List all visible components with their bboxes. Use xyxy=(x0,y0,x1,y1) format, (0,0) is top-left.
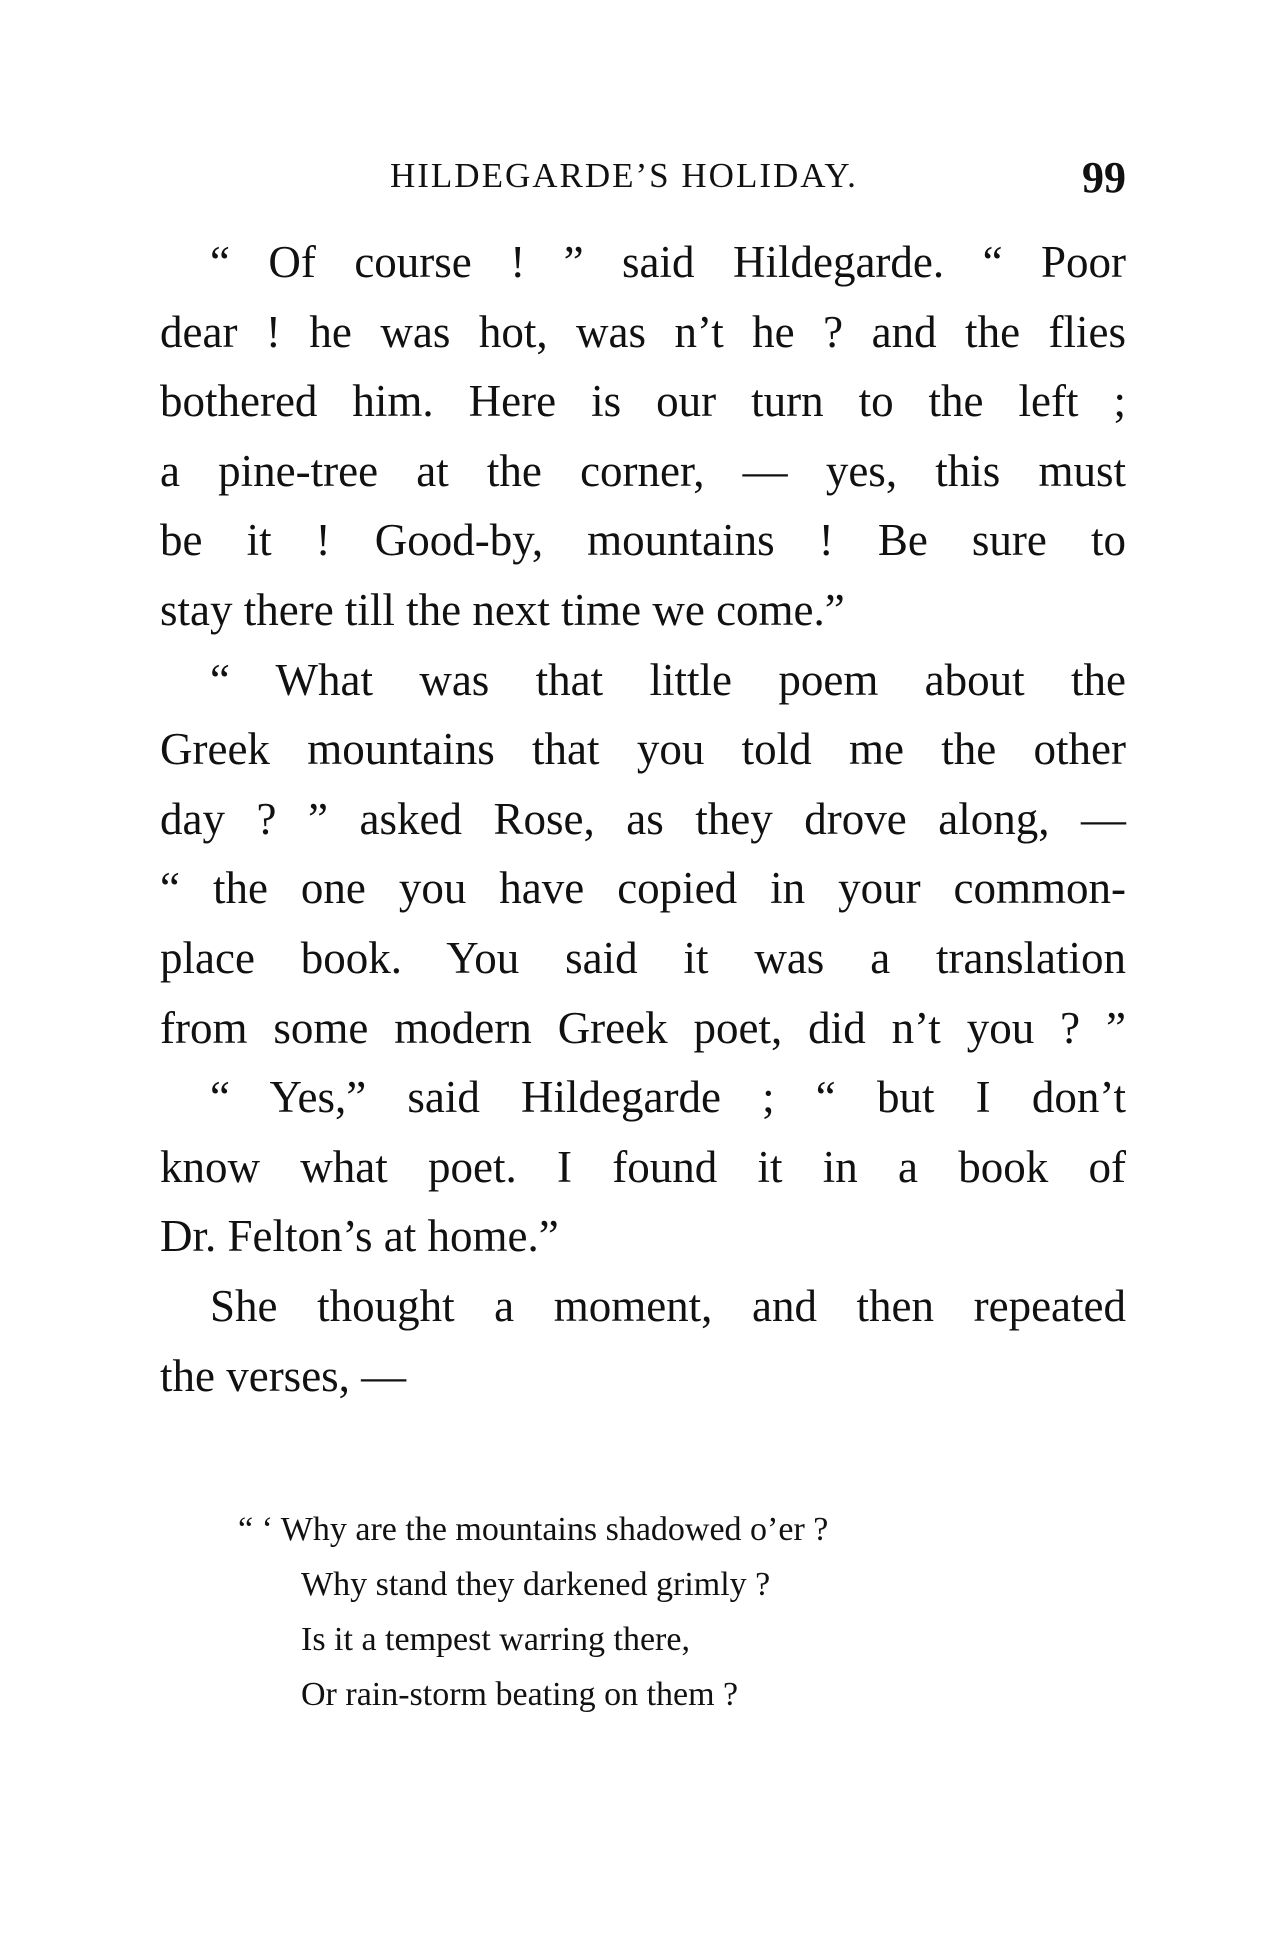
page-number: 99 xyxy=(1082,153,1126,202)
text-line: bothered him. Here is our turn to the left ; xyxy=(160,376,1126,427)
paragraph xyxy=(160,1063,1126,1272)
verse-line: Why stand they darkened grimly ? xyxy=(301,1566,771,1603)
text-line: “ What was that little poem about the xyxy=(210,654,1126,705)
running-head: HILDEGARDE’S HOLIDAY. xyxy=(390,156,858,195)
text-line: Greek mountains that you told me the other xyxy=(160,724,1126,775)
text-line: know what poet. I found it in a book of xyxy=(160,1141,1126,1192)
paragraph xyxy=(160,646,1126,1064)
paragraph xyxy=(160,228,1126,646)
text-line: She thought a moment, and then repeated xyxy=(210,1280,1126,1331)
text-line: “ Yes,” said Hildegarde ; “ but I don’t xyxy=(210,1072,1126,1123)
text-line: from some modern Greek poet, did n’t you ? ” xyxy=(160,1002,1126,1053)
text-line: day ? ” asked Rose, as they drove along, — xyxy=(160,793,1126,844)
text-line: Dr. Felton’s at home.” xyxy=(160,1211,559,1262)
text-line: stay there till the next time we come.” xyxy=(160,584,845,635)
verse-line: “ ‘ Why are the mountains shadowed o’er ? xyxy=(238,1511,829,1548)
text-line: be it ! Good-by, mountains ! Be sure to xyxy=(160,515,1126,566)
paragraph xyxy=(160,1272,1126,1411)
verse-line: Is it a tempest warring there, xyxy=(301,1621,690,1658)
verse-block xyxy=(238,1502,1038,1722)
body-text xyxy=(160,228,1126,1411)
text-line: “ Of course ! ” said Hildegarde. “ Poor xyxy=(210,237,1126,287)
text-line: “ the one you have copied in your common- xyxy=(160,863,1126,914)
page-header xyxy=(160,152,1126,202)
text-line: the verses, — xyxy=(160,1350,407,1401)
text-line: place book. You said it was a translation xyxy=(160,932,1126,983)
text-line: dear ! he was hot, was n’t he ? and the flies xyxy=(160,306,1126,357)
text-line: a pine-tree at the corner, — yes, this must xyxy=(160,445,1126,496)
verse-line: Or rain-storm beating on them ? xyxy=(301,1676,739,1713)
